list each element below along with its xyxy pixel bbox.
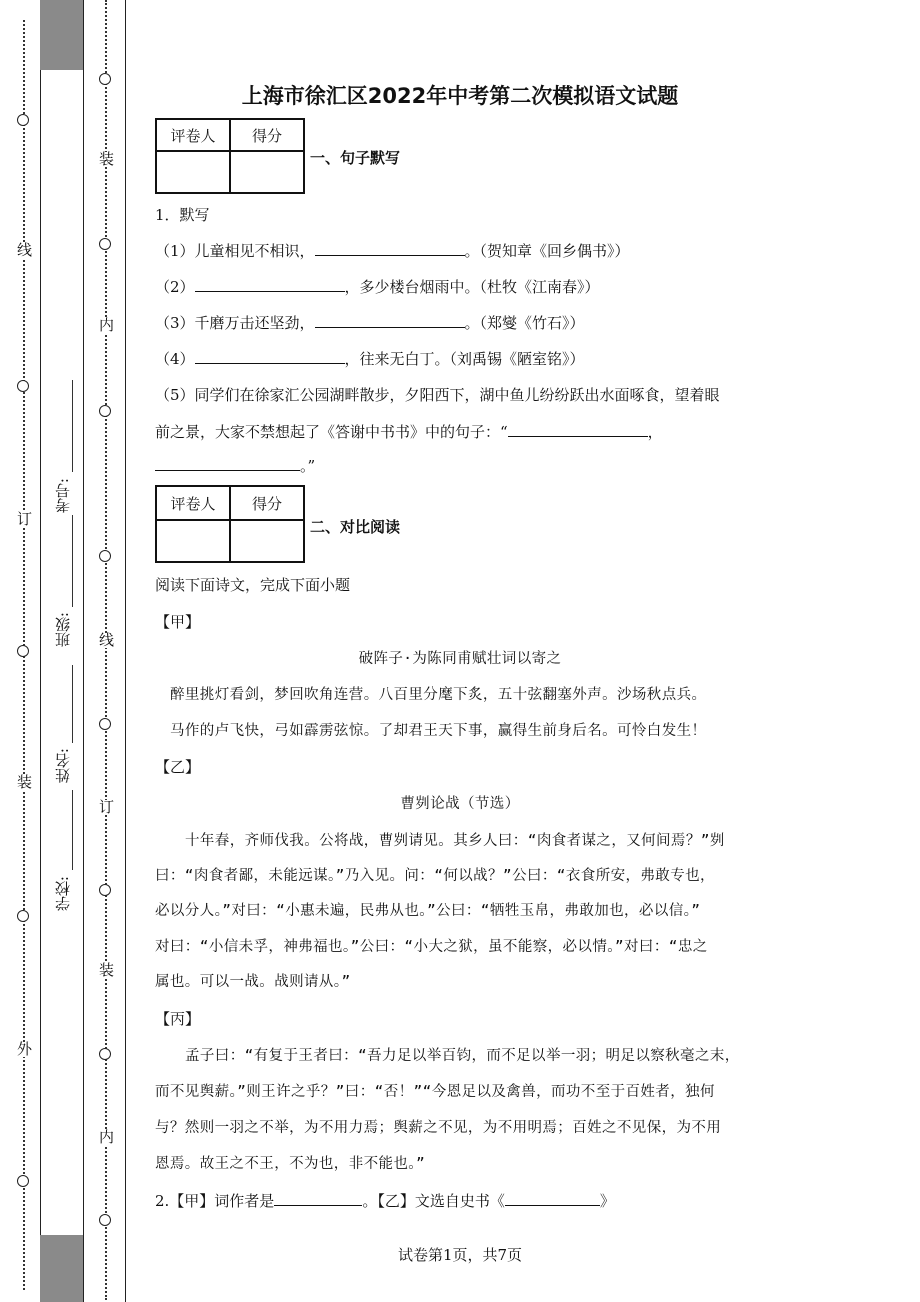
score-cell[interactable] bbox=[230, 520, 304, 562]
school-field[interactable] bbox=[72, 790, 73, 870]
yi-line-2: 曰：“肉食者鄙，未能远谋。”乃入见。问：“何以战？”公曰：“衣食所安，弗敢专也， bbox=[155, 868, 715, 884]
answer-blank[interactable] bbox=[274, 1191, 362, 1206]
section1-heading: 一、句子默写 bbox=[310, 149, 401, 167]
grader-cell[interactable] bbox=[156, 151, 230, 193]
outer-circle bbox=[17, 114, 29, 126]
outer-char: 线 bbox=[17, 241, 33, 259]
jia-line-1: 醉里挑灯看剑，梦回吹角连营。八百里分麾下炙，五十弦翻塞外声。沙场秋点兵。 bbox=[170, 687, 707, 703]
score-box-2 bbox=[155, 485, 305, 563]
outer-char: 外 bbox=[17, 1040, 33, 1058]
yi-label: 【乙】 bbox=[155, 758, 201, 776]
grader-header: 评卷人 bbox=[156, 119, 230, 151]
outer-circle bbox=[17, 910, 29, 922]
yi-line-5: 属也。可以一战。战则请从。” bbox=[155, 974, 351, 990]
score-header: 得分 bbox=[230, 119, 304, 151]
outer-circle bbox=[17, 1175, 29, 1187]
class-field[interactable] bbox=[72, 515, 73, 607]
inner-circle bbox=[99, 1214, 111, 1226]
exam-no-field[interactable] bbox=[72, 380, 73, 472]
jia-line-2: 马作的卢飞快，弓如霹雳弦惊。了却君王天下事，赢得生前身后名。可怜白发生！ bbox=[170, 723, 707, 739]
yi-line-4: 对曰：“小信未孚，神弗福也。”公曰：“小大之狱，虽不能察，必以情。”对曰：“忠之 bbox=[155, 939, 708, 955]
name-label: 姓名: bbox=[54, 748, 72, 784]
inner-char: 线 bbox=[99, 631, 115, 649]
school-label: 学校: bbox=[54, 876, 72, 912]
yi-line-1: 十年春，齐师伐我。公将战，曹刿请见。其乡人曰：“肉食者谋之，又何间焉？”刿 bbox=[185, 833, 725, 849]
inner-char: 内 bbox=[99, 1128, 115, 1146]
inner-circle bbox=[99, 550, 111, 562]
inner-circle bbox=[99, 73, 111, 85]
outer-char: 装 bbox=[17, 773, 33, 791]
bing-line-4: 恩焉。故王之不王，不为也，非不能也。” bbox=[155, 1156, 426, 1172]
class-label: 班级: bbox=[54, 612, 72, 648]
page-footer: 试卷第1页，共7页 bbox=[397, 1246, 523, 1264]
answer-blank[interactable] bbox=[155, 456, 300, 471]
inner-char: 装 bbox=[99, 961, 115, 979]
inner-circle bbox=[99, 238, 111, 250]
name-field[interactable] bbox=[72, 665, 73, 743]
answer-blank[interactable] bbox=[315, 241, 465, 256]
q1-item-4: （4） ，往来无白丁。（刘禹锡《陋室铭》） bbox=[155, 350, 585, 368]
outer-char: 订 bbox=[17, 510, 33, 528]
inner-char: 装 bbox=[99, 150, 115, 168]
outer-circle bbox=[17, 645, 29, 657]
section2-heading: 二、对比阅读 bbox=[310, 518, 401, 536]
inner-char: 订 bbox=[99, 798, 115, 816]
exam-no-label: 考号: bbox=[54, 478, 72, 514]
page-title: 上海市徐汇区2022年中考第二次模拟语文试题 bbox=[241, 84, 679, 108]
score-box-1 bbox=[155, 118, 305, 194]
bing-line-2: 而不见舆薪。”则王许之乎？”曰：“否！”“今恩足以及禽兽，而功不至于百姓者，独何 bbox=[155, 1084, 715, 1100]
margin-rule-1 bbox=[40, 0, 41, 1302]
margin-rule-3 bbox=[125, 0, 126, 1302]
inner-circle bbox=[99, 405, 111, 417]
jia-label: 【甲】 bbox=[155, 613, 201, 631]
score-cell[interactable] bbox=[230, 151, 304, 193]
answer-blank[interactable] bbox=[505, 1191, 600, 1206]
q1-item-5-line3: 。” bbox=[155, 455, 315, 476]
q1-item-5-line1: （5）同学们在徐家汇公园湖畔散步，夕阳西下，湖中鱼儿纷纷跃出水面啄食，望着眼 bbox=[155, 386, 720, 404]
reading-intro: 阅读下面诗文，完成下面小题 bbox=[155, 576, 351, 594]
margin-rule-2 bbox=[83, 0, 84, 1302]
inner-circle bbox=[99, 718, 111, 730]
inner-char: 内 bbox=[99, 316, 115, 334]
q1-item-2: （2） ，多少楼台烟雨中。（杜牧《江南春》） bbox=[155, 278, 600, 296]
inner-dotted-line bbox=[105, 0, 107, 1300]
q1-item-1: （1）儿童相见不相识， 。（贺知章《回乡偶书》） bbox=[155, 242, 630, 260]
margin-gray-top bbox=[40, 0, 83, 70]
answer-blank[interactable] bbox=[195, 277, 345, 292]
bing-line-1: 孟子曰：“有复于王者曰：“吾力足以举百钧，而不足以举一羽；明足以察秋毫之末， bbox=[185, 1048, 740, 1064]
yi-line-3: 必以分人。”对曰：“小惠未遍，民弗从也。”公曰：“牺牲玉帛，弗敢加也，必以信。” bbox=[155, 903, 701, 919]
answer-blank[interactable] bbox=[508, 422, 648, 437]
bing-line-3: 与？然则一羽之不举，为不用力焉；舆薪之不见，为不用明焉；百姓之不见保，为不用 bbox=[155, 1120, 722, 1136]
margin-gray-bottom bbox=[40, 1235, 83, 1302]
q1-item-3: （3）千磨万击还坚劲， 。（郑燮《竹石》） bbox=[155, 314, 585, 332]
inner-circle bbox=[99, 884, 111, 896]
grader-cell[interactable] bbox=[156, 520, 230, 562]
answer-blank[interactable] bbox=[315, 313, 465, 328]
bing-label: 【丙】 bbox=[155, 1010, 201, 1028]
grader-header: 评卷人 bbox=[156, 486, 230, 520]
answer-blank[interactable] bbox=[195, 349, 345, 364]
q1-item-5-line2: 前之景，大家不禁想起了《答谢中书书》中的句子：“ ， bbox=[155, 423, 663, 441]
yi-title: 曹刿论战（节选） bbox=[400, 796, 520, 812]
jia-title: 破阵子·为陈同甫赋壮词以寄之 bbox=[358, 651, 562, 667]
q2: 2.【甲】词作者是 。【乙】文选自史书《 》 bbox=[155, 1192, 615, 1210]
inner-circle bbox=[99, 1048, 111, 1060]
q1-label: 1．默写 bbox=[155, 206, 210, 224]
score-header: 得分 bbox=[230, 486, 304, 520]
outer-circle bbox=[17, 380, 29, 392]
